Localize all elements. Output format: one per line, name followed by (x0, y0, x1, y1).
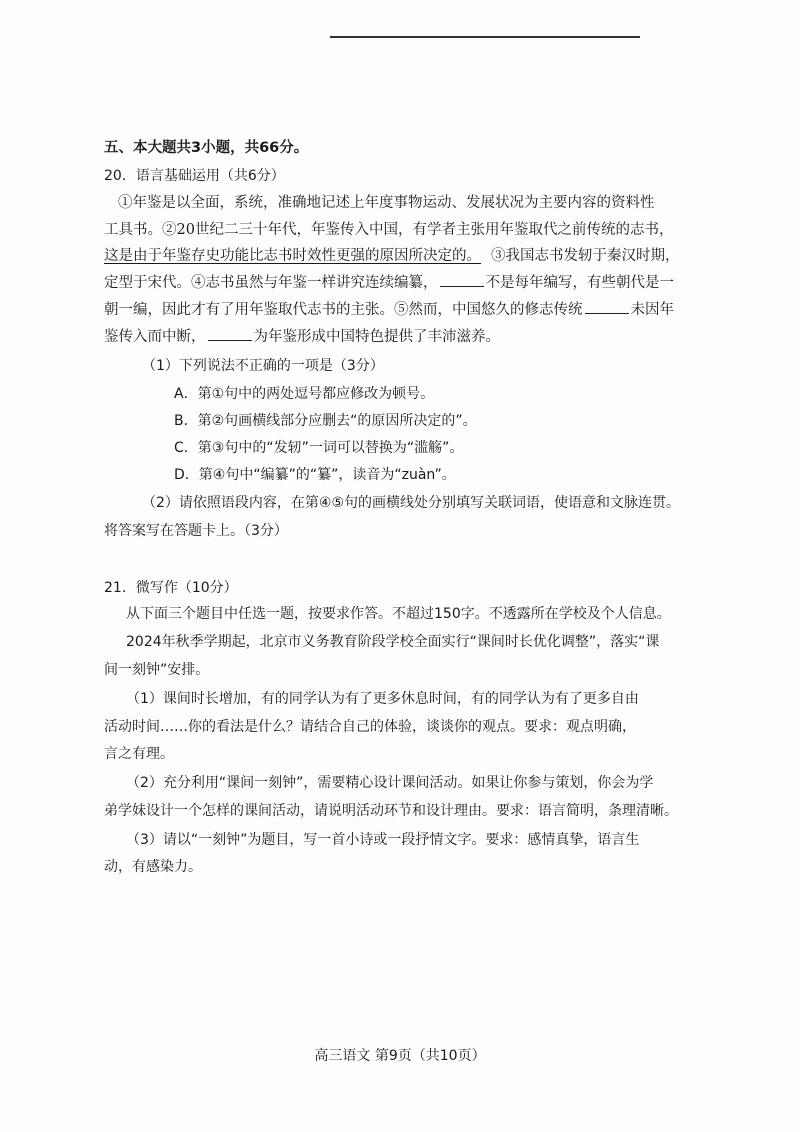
passage-line-3-rest: ③我国志书发轫于秦汉时期， (491, 248, 680, 264)
q20-sub2-line-2: 将答案写在答题卡上。（3分） (104, 523, 288, 539)
q20-option-d: D．第④句中“编纂”的“纂”，读音为“zuàn”。 (174, 467, 456, 483)
underlined-sentence: 这是由于年鉴存史功能比志书时效性更强的原因所决定的。 (104, 248, 481, 264)
q20-passage-line-4 (104, 272, 674, 293)
q21-prompt-1-line-2: 活动时间……你的看法是什么？请结合自己的体验，谈谈你的观点。要求：观点明确， (104, 719, 636, 735)
section-heading: 五、本大题共3小题，共66分。 (104, 140, 309, 156)
q21-prompt-2-line-1: （2）充分利用“课间一刻钟”，需要精心设计课间活动。如果让你参与策划，你会为学 (126, 775, 654, 791)
q20-passage-line-5 (104, 299, 674, 320)
q21-context-line-2: 间一刻钟”安排。 (104, 662, 210, 678)
passage-line-4b: 不是每年编写，有些朝代是一 (485, 275, 674, 291)
q21-prompt-2-line-2: 弟学妹设计一个怎样的课间活动，请说明活动环节和设计理由。要求：语言简明，条理清晰。 (104, 803, 678, 819)
q20-passage-line-3 (104, 246, 680, 266)
q20-passage-line-2: 工具书。②20世纪二三十年代，年鉴传入中国，有学者主张用年鉴取代之前传统的志书， (104, 222, 674, 238)
q21-prompt-3-line-2: 动，有感染力。 (104, 859, 202, 875)
fill-blank-2 (585, 299, 629, 314)
q20-passage-line-6 (104, 326, 500, 347)
q21-intro: 从下面三个题目中任选一题，按要求作答。不超过150字。不透露所在学校及个人信息。 (126, 606, 671, 622)
q20-option-c: C．第③句中的“发轫”一词可以替换为“滥觞”。 (174, 440, 464, 456)
q21-context-line-1: 2024年秋季学期起，北京市义务教育阶段学校全面实行“课间时长优化调整”，落实“课 (126, 634, 660, 650)
page-footer: 高三语文 第9页（共10页） (314, 1048, 486, 1064)
q20-option-a: A．第①句中的两处逗号都应修改为顿号。 (174, 386, 435, 402)
q21-prompt-1-line-3: 言之有理。 (104, 746, 174, 762)
passage-line-6b: 为年鉴形成中国特色提供了丰沛滋养。 (253, 329, 500, 345)
passage-line-5b: 未因年 (630, 302, 674, 318)
passage-line-6a: 鉴传入而中断， (104, 329, 206, 345)
q20-sub1-stem: （1）下列说法不正确的一项是（3分） (142, 358, 384, 374)
passage-line-5a: 朝一编，因此才有了用年鉴取代志书的主张。⑤然而，中国悠久的修志传统 (104, 302, 583, 318)
q20-sub2-line-1: （2）请依照语段内容，在第④⑤句的画横线处分别填写关联词语，使语意和文脉连贯。 (142, 495, 681, 511)
q20-passage-line-1: ①年鉴是以全面，系统，准确地记述上年度事物运动、发展状况为主要内容的资料性 (118, 195, 655, 211)
q20-option-b: B．第②句画横线部分应删去“的原因所决定的”。 (174, 413, 477, 429)
fill-blank-3 (208, 326, 252, 341)
fill-blank-1 (440, 272, 484, 287)
q21-prompt-1-line-1: （1）课间时长增加，有的同学认为有了更多休息时间，有的同学认为有了更多自由 (126, 691, 639, 707)
q20-title: 20．语言基础运用（共6分） (104, 168, 285, 184)
passage-line-4a: 定型于宋代。④志书虽然与年鉴一样讲究连续编纂， (104, 275, 438, 291)
q21-title: 21．微写作（10分） (104, 580, 238, 596)
q21-prompt-3-line-1: （3）请以“一刻钟”为题目，写一首小诗或一段抒情文字。要求：感情真挚，语言生 (126, 832, 640, 848)
